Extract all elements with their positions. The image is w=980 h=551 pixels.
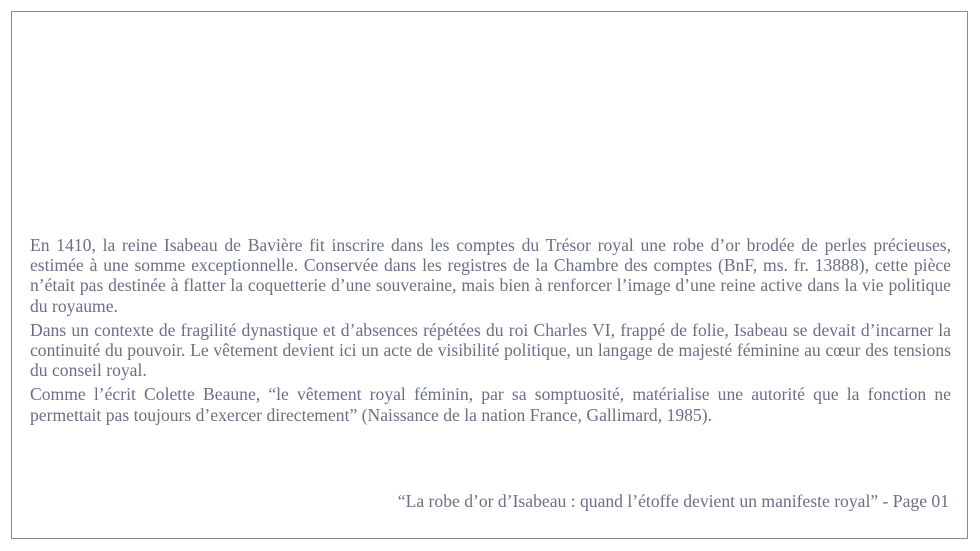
body-text bbox=[30, 235, 951, 425]
paragraph-2: Dans un contexte de fragilité dynastique et d’absences répétées du roi Charles VI, frappé de folie, Isabeau se devait d’incarner la continuité du pouvoir. Le vêtement devient ici un acte de visibilité politique, un langage de majesté féminine au cœur des tensions du conseil royal. bbox=[30, 319, 951, 381]
paragraph-1: En 1410, la reine Isabeau de Bavière fit inscrire dans les comptes du Trésor royal une robe d’or brodée de perles précieuses, estimée à une somme exceptionnelle. Conservée dans les registres de la Chambre des comptes (BnF, ms. fr. 13888), cette pièce n’était pas destinée à flatter la coquetterie d’une souveraine, mais bien à renforcer l’image d’une reine active dans la vie politique du royaume. bbox=[30, 235, 951, 316]
paragraph-3: Comme l’écrit Colette Beaune, “le vêtement royal féminin, par sa somptuosité, matérialise une autorité que la fonction ne permettait pas toujours d’exercer directement” (Naissance de la nation France, Gallimard, 1985). bbox=[30, 384, 951, 425]
page-footer: “La robe d’or d’Isabeau : quand l’étoffe devient un manifeste royal” - Page 01 bbox=[397, 491, 949, 511]
